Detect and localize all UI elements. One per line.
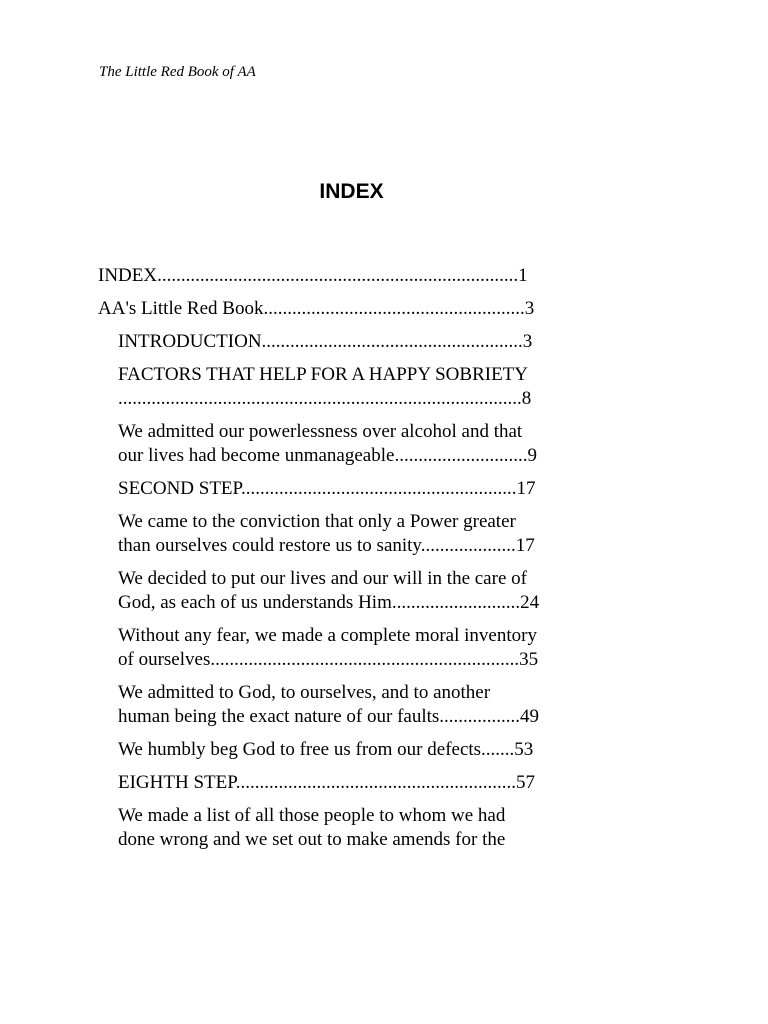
toc-entry: [118, 510, 605, 558]
toc-entry: [98, 297, 605, 321]
running-header: The Little Red Book of AA: [99, 64, 256, 80]
toc-entry-text: INDEX............................................................................1: [98, 265, 528, 286]
toc-entry: [118, 330, 605, 354]
toc-entry-text: Without any fear, we made a complete moral inventory of ourselves.................................................................35: [118, 625, 539, 670]
toc-entry-text: AA's Little Red Book.......................................................3: [98, 298, 535, 319]
toc-entry-text: FACTORS THAT HELP FOR A HAPPY SOBRIETY .....................................................................................8: [118, 364, 532, 409]
toc-entry: [118, 804, 605, 852]
page-title: INDEX: [319, 180, 384, 203]
toc-entry: [118, 363, 605, 411]
toc-entry: [118, 567, 605, 615]
toc-entry-text: We humbly beg God to free us from our defects.......53: [118, 739, 534, 760]
table-of-contents: [98, 264, 605, 861]
toc-entry: [118, 681, 605, 729]
toc-entry: [118, 477, 605, 501]
toc-entry-text: SECOND STEP..........................................................17: [118, 478, 536, 499]
toc-entry: [118, 624, 605, 672]
toc-entry-text: We admitted to God, to ourselves, and to another human being the exact nature of our faults.................49: [118, 682, 540, 727]
toc-entry: [118, 738, 605, 762]
toc-entry-text: We admitted our powerlessness over alcohol and that our lives had become unmanageable............................9: [118, 421, 537, 466]
toc-entry-text: INTRODUCTION.......................................................3: [118, 331, 533, 352]
toc-entry-text: We decided to put our lives and our will in the care of God, as each of us understands Him...........................24: [118, 568, 540, 613]
toc-entry-text: We came to the conviction that only a Power greater than ourselves could restore us to sanity....................17: [118, 511, 535, 556]
toc-entry: [118, 420, 605, 468]
toc-entry-text: We made a list of all those people to whom we had done wrong and we set out to make amends for the: [118, 805, 506, 850]
toc-entry-text: EIGHTH STEP...........................................................57: [118, 772, 535, 793]
toc-entry: [118, 771, 605, 795]
toc-entry: [98, 264, 605, 288]
